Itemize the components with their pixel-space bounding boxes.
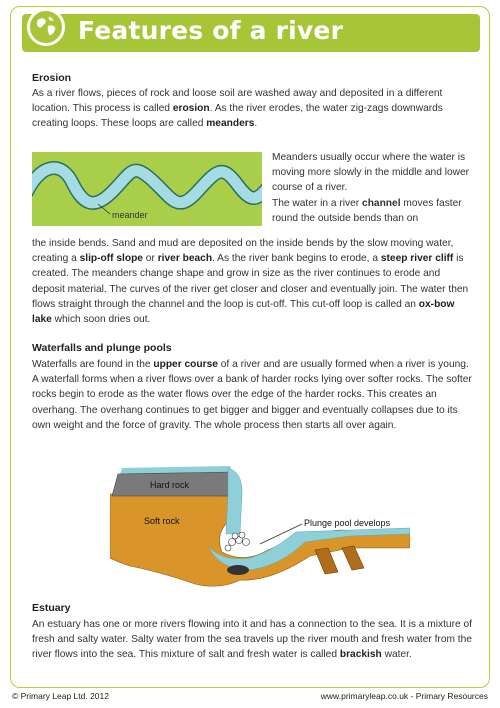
waterfall-diagram bbox=[110, 462, 410, 592]
website-link[interactable]: www.primaryleap.co.uk - Primary Resources bbox=[320, 691, 488, 701]
globe-icon bbox=[27, 8, 65, 46]
soft-rock-label: Soft rock bbox=[144, 516, 180, 526]
meander-diagram bbox=[32, 152, 262, 226]
plunge-pool-label: Plunge pool develops bbox=[304, 518, 391, 528]
erosion-paragraph-2: the inside bends. Sand and mud are deposited on the inside bends by the slow moving water, creating a slip-off slope or river beach. As the river bank begins to erode, a steep river cliff is created. The meanders change shape and grow in size as the river continues to erode and deposit material. The curves of the river get closer and closer and eventually join. The water then flows straight through the channel and the loop is cut-off. This cut-off loop is called an ox-bow lake which soon dries out. bbox=[32, 238, 469, 326]
meander-label: meander bbox=[112, 210, 148, 220]
hard-rock-label: Hard rock bbox=[150, 480, 190, 490]
erosion-paragraph-1: As a river flows, pieces of rock and loose soil are washed away and deposited in a different location. This process is called erosion. As the river erodes, the water zig-zags downwards creating loops. These loops are called meanders. bbox=[32, 88, 443, 130]
erosion-heading: Erosion bbox=[32, 72, 72, 84]
page-title: Features of a river bbox=[78, 16, 344, 45]
meander-side-text: Meanders usually occur where the water is moving more slowly in the middle and lower course of a river. The water in a river channel moves faster round the outside bends than on bbox=[272, 152, 470, 224]
copyright-text: © Primary Leap Ltd. 2012 bbox=[12, 691, 109, 701]
estuary-paragraph: An estuary has one or more rivers flowing into it and has a connection to the sea. It is a mixture of fresh and salty water. Salty water from the sea travels up the river mouth and fresh water from the river flows into the sea. This mixture of salt and fresh water is called brackish water. bbox=[32, 619, 472, 661]
waterfalls-heading: Waterfalls and plunge pools bbox=[32, 342, 172, 354]
estuary-heading: Estuary bbox=[32, 602, 71, 614]
waterfalls-paragraph: Waterfalls are found in the upper course of a river and are usually formed when a river is young. A waterfall forms when a river flows over a bank of harder rocks lying over softer rocks. The softer rocks begin to erode as the water flows over the edge of the harder rocks. This creates an overhang. The overhang continues to get bigger and bigger and eventually collapses due to its own weight and the force of gravity. The whole process then starts all over again. bbox=[32, 359, 472, 431]
